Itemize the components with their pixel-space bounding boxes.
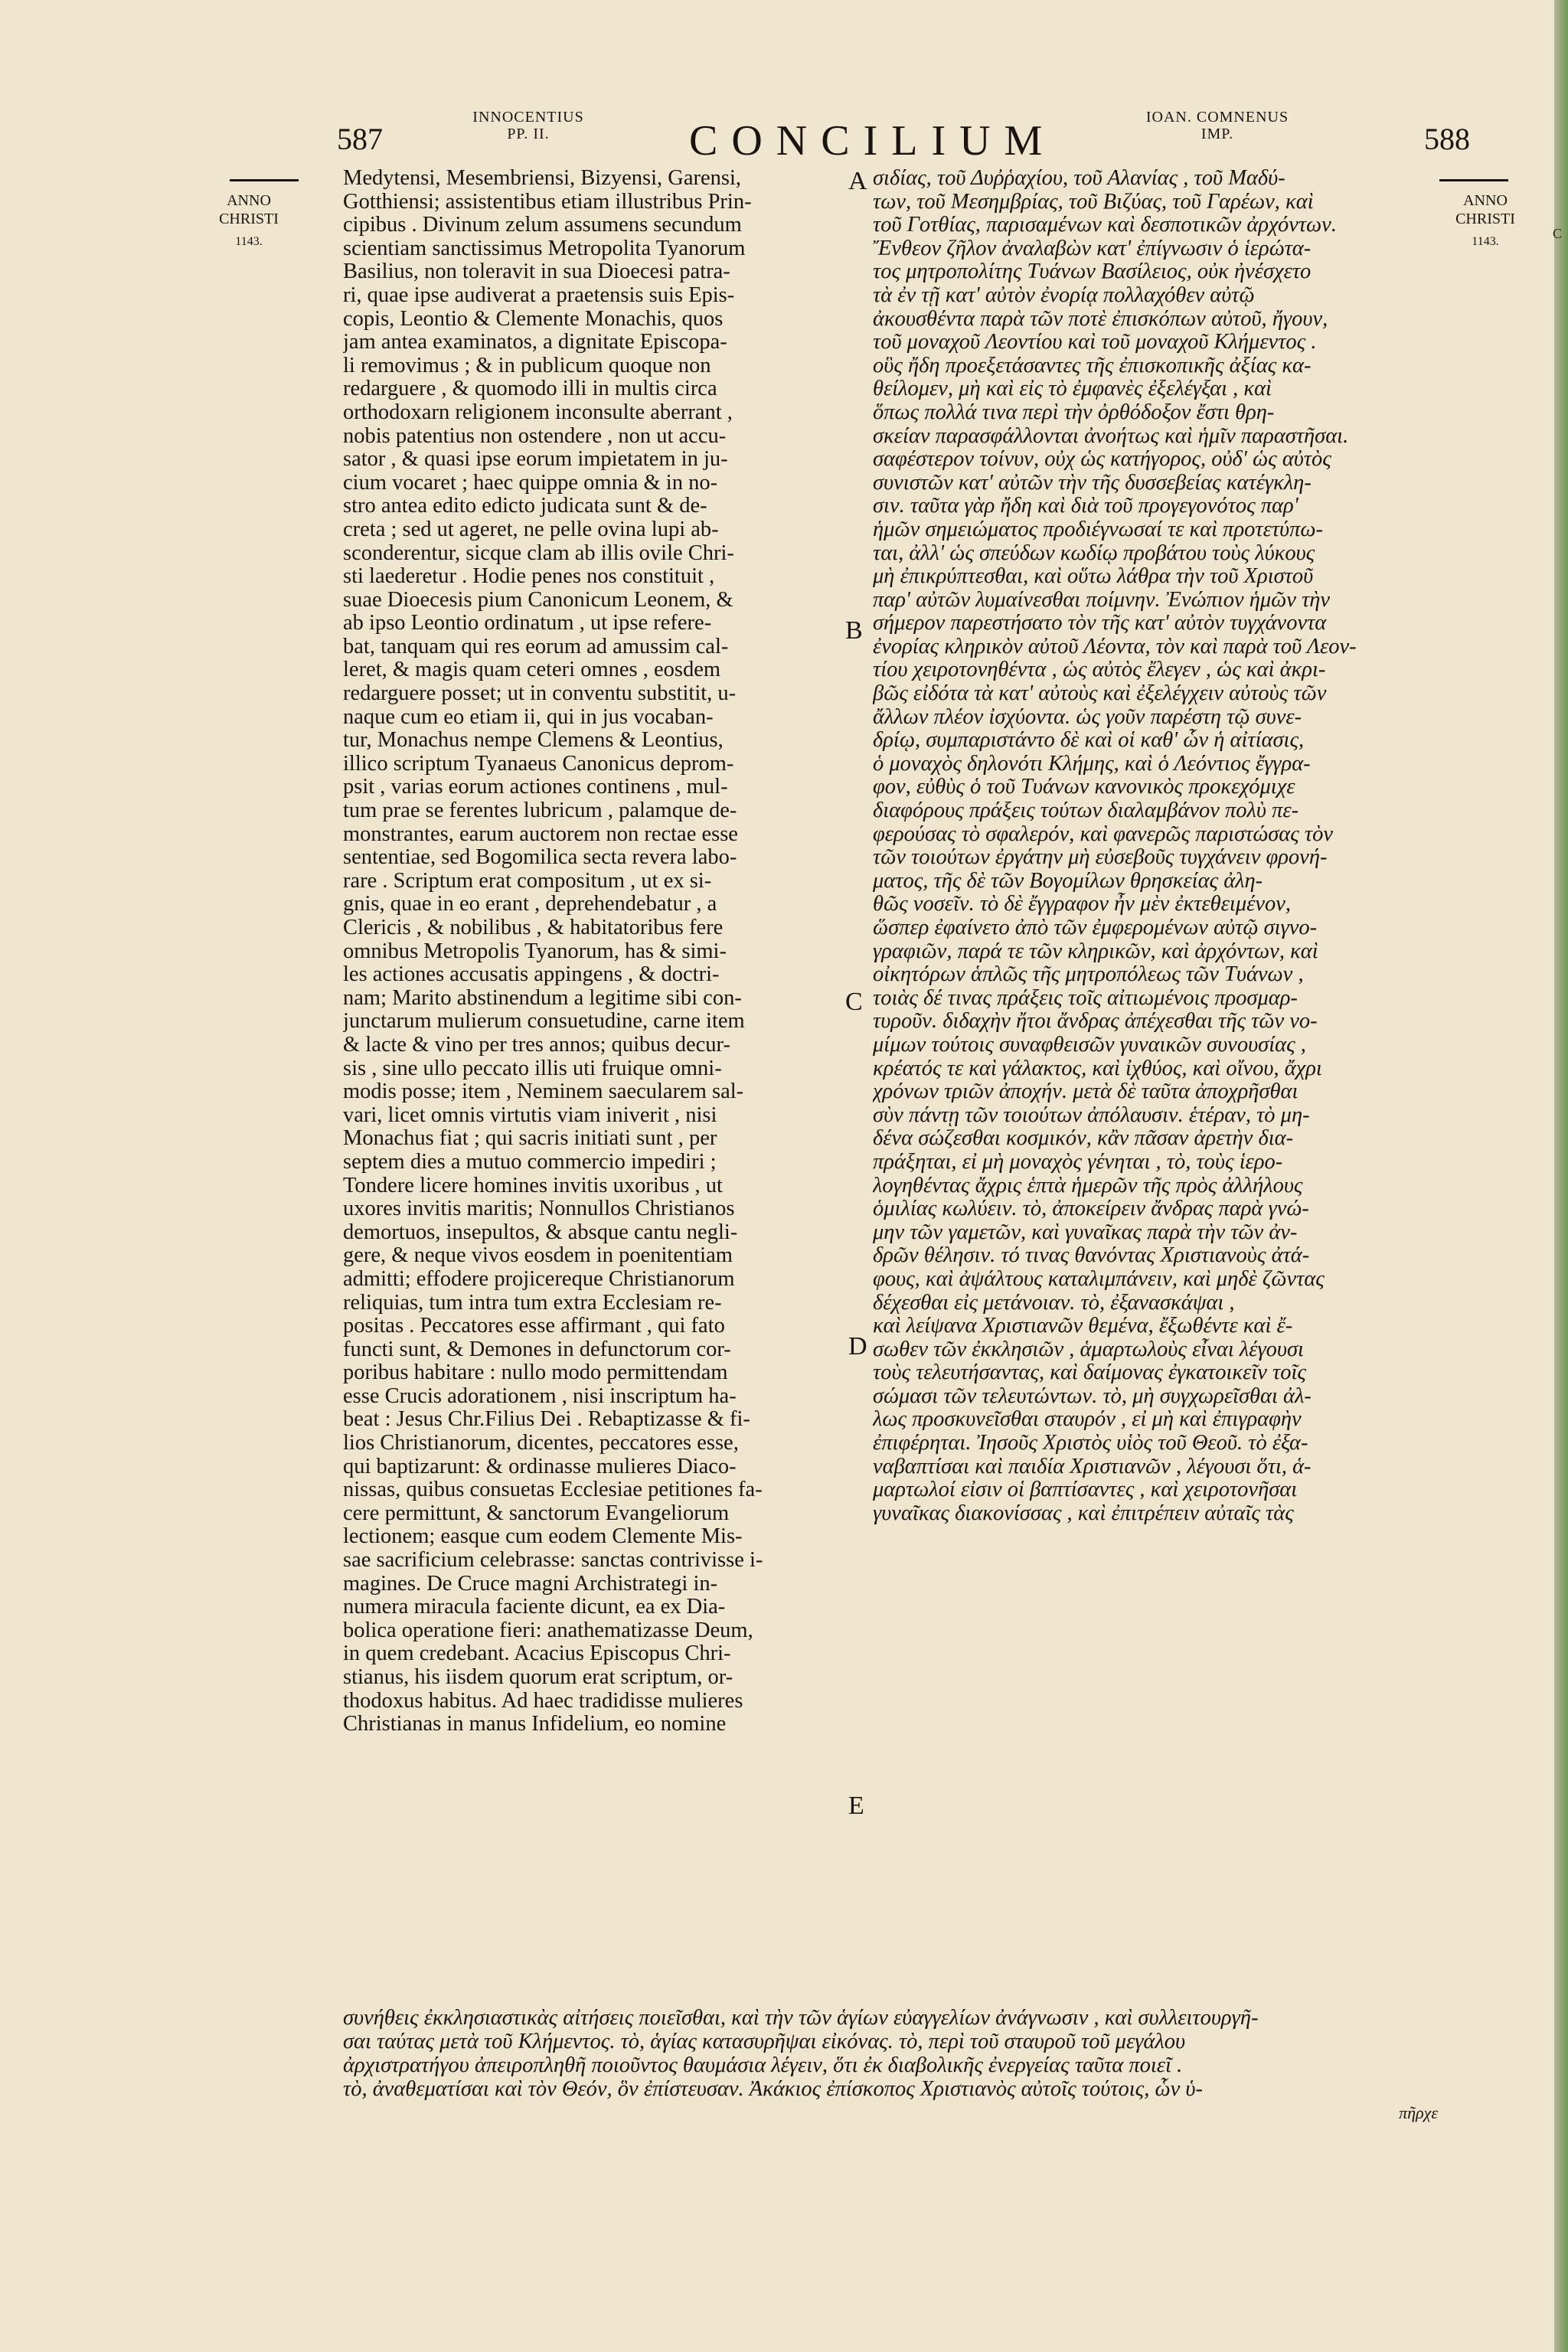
text-line: stianus, his iisdem quorum erat scriptum, or- (343, 1666, 733, 1689)
running-head-right-line: IMP. (1200, 126, 1234, 142)
text-line: θείλομεν, μὴ καὶ εἰς τὸ ἐμφανὲς ἐξελέγξαι , καὶ (873, 377, 1272, 401)
text-line: leret, & magis quam ceteri omnes , eosdem (343, 658, 721, 682)
text-line: Gotthiensi; assistentibus etiam illustribus Prin- (343, 190, 752, 214)
text-line: admitti; effodere projicereque Christianorum (343, 1267, 735, 1291)
text-line: συνήθεις ἐκκλησιαστικὰς αἰτήσεις ποιεῖσθαι, καὶ τὴν τῶν ἁγίων εὐαγγελίων ἀνάγνωσιν , καὶ συλλειτουργῆ- (343, 2006, 1259, 2030)
text-line: nissas, quibus consuetas Ecclesiae petitiones fa- (343, 1478, 763, 1502)
text-line: ὁ μοναχὸς δηλονότι Κλήμης, καὶ ὁ Λεόντιος ἔγγρα- (873, 752, 1311, 776)
section-marker-b: B (845, 616, 863, 645)
text-line: cipibus . Divinum zelum assumens secundum (343, 214, 742, 237)
text-line: μὴ ἐπικρύπτεσθαι, καὶ οὕτω λάθρα τὴν τοῦ Χριστοῦ (873, 565, 1314, 589)
text-line: σαφέστερον τοίνυν, οὐχ ὡς κατήγορος, οὐδ' ὡς αὐτὸς (873, 448, 1331, 472)
text-line: stro antea edito edicto judicata sunt & de- (343, 495, 707, 518)
year-label: 1143. (1472, 235, 1499, 248)
text-line: monstrantes, earum auctorem non rectae esse (343, 822, 738, 846)
text-line: nobis patentius non ostendere , non ut accu- (343, 424, 727, 448)
text-line: numera miracula faciente dicunt, ea ex Dia- (343, 1596, 726, 1619)
text-line: redarguere , & quomodo illi in multis circa (343, 377, 717, 401)
text-line: γυναῖκας διακονίσσας , καὶ ἐπιτρέπειν αὐταῖς τὰς (873, 1501, 1294, 1525)
text-line: τοὺς τελευτήσαντας, καὶ δαίμονας ἐγκατοικεῖν τοῖς (873, 1361, 1306, 1385)
text-line: σωθεν τῶν ἐκκλησιῶν , ἁμαρτωλοὺς εἶναι λέγουσι (873, 1338, 1304, 1361)
running-head-left (459, 109, 597, 142)
text-line: σιδίας, τοῦ Δυῤῥαχίου, τοῦ Αλανίας , τοῦ Μαδύ- (873, 167, 1285, 190)
text-line: li removimus ; & in publicum quoque non (343, 354, 711, 377)
latin-column (343, 167, 858, 1736)
text-line: bat, tanquam qui res eorum ad amussim cal- (343, 635, 729, 658)
text-line: Christianas in manus Infidelium, eo nomine (343, 1713, 727, 1736)
text-line: μην τῶν γαμετῶν, καὶ γυναῖκας παρὰ τὴν τῶν ἀν- (873, 1220, 1298, 1244)
text-line: ἄλλων πλέον ἰσχύοντα. ὡς γοῦν παρέστη τῷ συνε- (873, 705, 1302, 729)
text-line: τίου χειροτονηθέντα , ὡς αὐτὸς ἔλεγεν , ὡς καὶ ἀκρι- (873, 658, 1326, 682)
text-line: lectionem; easque cum eodem Clemente Mis- (343, 1525, 743, 1549)
section-marker-a: A (848, 167, 867, 195)
text-line: cere permittunt, & sanctorum Evangeliorum (343, 1501, 730, 1525)
text-line: λως προσκυνεῖσθαι σταυρόν , εἰ μὴ καὶ ἐπιγραφὴν (873, 1408, 1302, 1432)
greek-full-width-continuation (343, 2006, 1484, 2125)
text-line: ἀκουσθέντα παρὰ τῶν ποτὲ ἐπισκόπων αὐτοῦ, ἤγουν, (873, 307, 1328, 331)
text-line: septem dies a mutuo commercio impediri ; (343, 1150, 717, 1174)
text-line: βῶς εἰδότα τὰ κατ' αὐτοὺς καὶ ἐξελέγχειν αὐτοὺς τῶν (873, 682, 1327, 706)
text-line: δρίῳ, συμπαριστάντο δὲ καὶ οἱ καθ' ὧν ἡ αἰτίασις, (873, 729, 1305, 753)
anno-label: ANNO (1463, 192, 1508, 209)
running-header (0, 107, 1568, 168)
text-line: jam antea examinatos, a dignitate Episcopa- (343, 331, 727, 354)
text-line: τοῦ Γοτθίας, παρισαμένων καὶ δεσποτικῶν ἀρχόντων. (873, 214, 1337, 237)
text-line: magines. De Cruce magni Archistrategi in- (343, 1572, 718, 1596)
text-line: tur, Monachus nempe Clemens & Leontius, (343, 729, 724, 753)
margin-year-left (214, 191, 283, 251)
text-line: δένα σώζεσθαι κοσμικόν, κἂν πᾶσαν ἀρετὴν δια- (873, 1127, 1294, 1151)
text-line: τῶν τοιούτων ἐργάτην μὴ εὐσεβοῦς τυγχάνειν φρονή- (873, 846, 1328, 870)
text-line: poribus habitare : nullo modo permittendam (343, 1361, 728, 1385)
text-line: παρ' αὐτῶν λυμαίνεσθαι ποίμνην. Ἐνώπιον ἡμῶν τὴν (873, 588, 1331, 612)
text-line: δρῶν θέλησιν. τό τινας θανόντας Χριστιανοὺς ἀτά- (873, 1244, 1310, 1268)
text-line: καὶ λείψανα Χριστιανῶν θεμένα, ἔξωθέντε καὶ ἔ- (873, 1315, 1293, 1338)
text-line: ναβαπτίσαι καὶ παιδία Χριστιανῶν , λέγουσι ὅτι, ἁ- (873, 1455, 1312, 1478)
text-line: μίμων τούτοις συναφθεισῶν γυναικῶν συνουσίας , (873, 1033, 1306, 1057)
text-line: modis posse; item , Neminem saecularem sal- (343, 1080, 744, 1104)
text-line: gere, & neque vivos eosdem in poenitentiam (343, 1244, 733, 1268)
text-line: ματος, τῆς δὲ τῶν Βογομίλων θρησκείας ἀλη- (873, 869, 1263, 893)
christi-label: CHRISTI (1455, 211, 1515, 227)
text-line: functi sunt, & Demones in defunctorum cor- (343, 1338, 731, 1361)
text-line: ἐνορίας κληρικὸν αὐτοῦ Λέοντα, τὸν καὶ παρὰ τοῦ Λεον- (873, 635, 1357, 658)
text-line: φον, εὐθὺς ὁ τοῦ Τυάνων κανονικὸς προκεχόμιχε (873, 776, 1295, 799)
text-line: διαφόρους πράξεις τούτων διαλαμβάνον πολὺ πε- (873, 799, 1299, 823)
text-line: lios Christianorum, dicentes, peccatores esse, (343, 1432, 739, 1455)
text-line: nam; Marito abstinendum a legitime sibi con- (343, 986, 742, 1010)
text-line: Tondere licere homines invitis uxoribus , ut (343, 1174, 723, 1197)
text-line: beat : Jesus Chr.Filius Dei . Rebaptizasse & fi- (343, 1408, 750, 1432)
text-line: σώμασι τῶν τελευτώντων. τὸ, μὴ συγχωρεῖσθαι ἀλ- (873, 1384, 1312, 1408)
margin-rule-left (230, 179, 299, 181)
text-line: κρέατός τε καὶ γάλακτος, καὶ ἰχθύος, καὶ οἴνου, ἄχρι (873, 1057, 1322, 1080)
text-line: των, τοῦ Μεσημβρίας, τοῦ Βιζύας, τοῦ Γαρέων, καὶ (873, 190, 1314, 214)
text-line: junctarum mulierum consuetudine, carne item (343, 1010, 745, 1034)
text-line: sti laederetur . Hodie penes nos constituit , (343, 565, 715, 589)
text-line: σὺν πάντῃ τῶν τοιούτων ἀπόλαυσιν. ἑτέραν, τὸ μη- (873, 1103, 1310, 1127)
text-line: rare . Scriptum erat compositum , ut ex si- (343, 869, 712, 893)
text-line: & lacte & vino per tres annos; quibus decur- (343, 1033, 730, 1057)
text-line: sae sacrificium celebrasse: sanctas contrivisse i- (343, 1549, 763, 1573)
text-line: sator , & quasi ipse eorum impietatem in ju- (343, 448, 728, 472)
text-line: ὅπως πολλά τινα περὶ τὴν ὀρθόδοξον ἔστι θρη- (873, 400, 1275, 424)
text-line: thodoxus habitus. Ad haec tradidisse mulieres (343, 1689, 743, 1713)
anno-label: ANNO (227, 192, 271, 209)
text-line: sententiae, sed Bogomilica secta revera labo- (343, 846, 737, 870)
christi-label: CHRISTI (219, 211, 279, 227)
text-line: in quem credebant. Acacius Episcopus Chri- (343, 1642, 731, 1666)
text-line: σαι ταύτας μετὰ τοῦ Κλήμεντος. τὸ, ἁγίας κατασυρῆψαι εἰκόνας. τὸ, περὶ τοῦ σταυροῦ τοῦ μεγάλου (343, 2030, 1186, 2053)
text-line: θῶς νοσεῖν. τὸ δὲ ἔγγραφον ἦν μὲν ἐκτεθειμένον, (873, 893, 1292, 916)
text-line: reliquias, tum intra tum extra Ecclesiam re- (343, 1291, 722, 1315)
edge-letter: C (1553, 226, 1563, 241)
running-head-left-line: PP. II. (507, 126, 550, 142)
running-head-left-line: INNOCENTIUS (472, 109, 584, 126)
text-line: omnibus Metropolis Tyanorum, has & simi- (343, 939, 727, 963)
text-line: les actiones accusatis appingens , & doctri- (343, 963, 720, 987)
text-line: bolica operatione fieri: anathematizasse Deum, (343, 1619, 753, 1642)
text-line: πῆρχε (1399, 2103, 1438, 2122)
text-line: Clericis , & nobilibus , & habitatoribus fere (343, 916, 724, 939)
text-line: demortuos, insepultos, & absque cantu negli- (343, 1220, 738, 1244)
page-number-right: 588 (1424, 122, 1470, 156)
text-line: psit , varias eorum actiones continens , mul- (343, 776, 728, 799)
text-line: ἡμῶν σημειώματος προδιέγνωσαί τε καὶ προτετύπω- (873, 518, 1323, 541)
text-line: συνιστῶν κατ' αὐτῶν τὴν τῆς δυσσεβείας κατέγκλη- (873, 471, 1312, 495)
text-line: οἰκητόρων ἁπλῶς τῆς μητροπόλεως τῶν Τυάνων , (873, 963, 1304, 987)
text-line: σκείαν παρασφάλλονται ἀνοήτως καὶ ἡμῖν παραστῆσαι. (873, 424, 1349, 448)
text-line: copis, Leontio & Clemente Monachis, quos (343, 307, 724, 331)
greek-column (873, 167, 1485, 1525)
text-line: ἐπιφέρηται. Ἰησοῦς Χριστὸς υἱὸς τοῦ Θεοῦ. τὸ ἐξα- (873, 1432, 1308, 1455)
text-line: sis , sine ullo peccato illis uti fruique omni- (343, 1057, 722, 1080)
text-line: ab ipso Leontio ordinatum , ut ipse refere- (343, 612, 712, 635)
page-title: CONCILIUM (689, 117, 1057, 165)
text-line: τὰ ἐν τῇ κατ' αὐτὸν ἐνορίᾳ πολλαχόθεν αὐτῷ (873, 283, 1255, 307)
text-line: λογηθέντας ἄχρις ἑπτὰ ἡμερῶν τῆς πρὸς ἀλλήλους (873, 1174, 1303, 1197)
text-line: gnis, quae in eo erant , deprehendebatur , a (343, 893, 717, 916)
text-line: χρόνων τριῶν ἀποχήν. μετὰ δὲ ταῦτα ἀποχρῆσθαι (873, 1080, 1298, 1104)
section-marker-e: E (848, 1792, 864, 1820)
text-line: μαρτωλοί εἰσιν οἱ βαπτίσαντες , καὶ χειροτονῆσαι (873, 1478, 1298, 1502)
text-line: ὁμιλίας κωλύειν. τὸ, ἀποκείρειν ἄνδρας παρὰ γνώ- (873, 1197, 1309, 1221)
text-line: ὥσπερ ἐφαίνετο ἀπὸ τῶν ἐμφερομένων αὐτῷ σιγνο- (873, 916, 1318, 939)
section-marker-c: C (845, 988, 863, 1016)
text-line: φους, καὶ ἀψάλτους καταλιμπάνειν, καὶ μηδὲ ζῶντας (873, 1267, 1325, 1291)
text-line: sconderentur, sicque clam ab illis ovile Chri- (343, 541, 734, 565)
text-line: naque cum eo etiam ii, qui in jus vocaban- (343, 705, 714, 729)
text-line: suae Dioecesis pium Canonicum Leonem, & (343, 588, 733, 612)
text-line: γραφιῶν, παρά τε τῶν κληρικῶν, καὶ ἀρχόντων, καὶ (873, 939, 1318, 963)
page-number-left: 587 (337, 122, 383, 156)
text-line: ἀρχιστρατήγου ἀπειροπληθῆ ποιοῦντος θαυμάσια λέγειν, ὅτι ἐκ διαβολικῆς ἐνεργείας ταῦτα ποιεῖ . (343, 2053, 1183, 2077)
text-line: positas . Peccatores esse affirmant , qui fato (343, 1315, 725, 1338)
text-line: vari, licet omnis virtutis viam iniverit , nisi (343, 1103, 717, 1127)
text-line: Basilius, non toleravit in sua Dioecesi patra- (343, 260, 730, 284)
text-line: ri, quae ipse audiverat a praetensis suis Epis- (343, 283, 735, 307)
text-line: uxores invitis maritis; Nonnullos Christianos (343, 1197, 735, 1221)
text-line: Ἔνθεον ζῆλον ἀναλαβὼν κατ' ἐπίγνωσιν ὁ ἱερώτα- (873, 237, 1312, 260)
text-line: ται, ἀλλ' ὡς σπεύδων κωδίῳ προβάτου τοὺς λύκους (873, 541, 1315, 565)
text-line: esse Crucis adorationem , nisi inscriptum ha- (343, 1384, 737, 1408)
text-line: creta ; sed ut ageret, ne pelle ovina lupi ab- (343, 518, 719, 541)
text-line: τοιὰς δέ τινας πράξεις τοῖς αἰτιωμένοις προσμαρ- (873, 986, 1298, 1010)
page-edge (1554, 0, 1568, 2352)
text-line: τὸ, ἀναθεματίσαι καὶ τὸν Θεόν, ὃν ἐπίστευσαν. Ἀκάκιος ἐπίσκοπος Χριστιανὸς αὐτοῖς τούτοις, ὧν ὑ- (343, 2077, 1203, 2101)
text-line: τος μητροπολίτης Τυάνων Βασίλειος, οὐκ ἠνέσχετο (873, 260, 1312, 284)
text-line: orthodoxarn religionem inconsulte aberrant , (343, 400, 733, 424)
running-head-right-line: IOAN. COMNENUS (1145, 109, 1289, 126)
text-line: δέχεσθαι εἰς μετάνοιαν. τὸ, ἐξανασκάψαι , (873, 1291, 1235, 1315)
year-label: 1143. (235, 235, 263, 248)
text-line: Medytensi, Mesembriensi, Bizyensi, Garensi, (343, 167, 742, 190)
text-line: σήμερον παρεστήσατο τὸν τῆς κατ' αὐτὸν τυγχάνοντα (873, 612, 1327, 635)
text-line: qui baptizarunt: & ordinasse mulieres Diaco- (343, 1455, 737, 1478)
text-line: cium vocaret ; haec quippe omnia & in no- (343, 471, 718, 495)
text-line: τοῦ μοναχοῦ Λεοντίου καὶ τοῦ μοναχοῦ Κλήμεντος . (873, 331, 1317, 354)
text-line: σιν. ταῦτα γὰρ ἤδη καὶ διὰ τοῦ προγεγονότος παρ' (873, 495, 1298, 518)
text-line: scientiam sanctissimus Metropolita Tyanorum (343, 237, 746, 260)
text-line: illico scriptum Tyanaeus Canonicus deprom- (343, 752, 734, 776)
text-line: τυροῦν. διδαχὴν ἤτοι ἄνδρας ἀπέχεσθαι τῆς τῶν νο- (873, 1010, 1318, 1034)
text-line: φερούσας τὸ σφαλερόν, καὶ φανερῶς παριστώσας τὸν (873, 822, 1334, 846)
running-head-right (1110, 109, 1325, 142)
text-line: tum prae se ferentes lubricum , palamque de- (343, 799, 737, 823)
text-line: Monachus fiat ; qui sacris initiati sunt , per (343, 1127, 717, 1151)
section-marker-d: D (848, 1332, 867, 1361)
text-line: οὓς ἤδη προεξετάσαντες τῆς ἐπισκοπικῆς ἀξίας κα- (873, 354, 1312, 377)
text-line: πράξηται, εἰ μὴ μοναχὸς γένηται , τὸ, τοὺς ἱερο- (873, 1150, 1283, 1174)
text-line: redarguere posset; ut in conventu substitit, u- (343, 682, 737, 706)
